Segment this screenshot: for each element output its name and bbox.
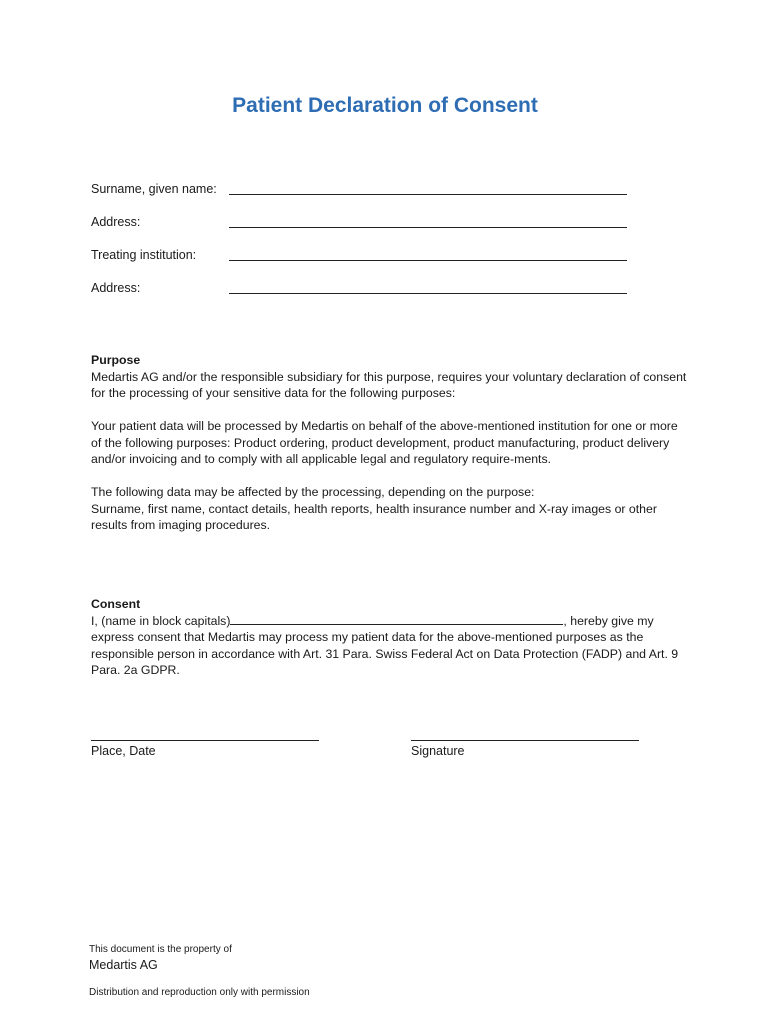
signature-label: Signature [411, 744, 465, 758]
consent-section [91, 596, 691, 679]
distribution-note: Distribution and reproduction only with permission [89, 987, 310, 998]
consent-paragraph [91, 613, 691, 679]
purpose-paragraph: Surname, first name, contact details, health reports, health insurance number and X-ray images or other results from imaging procedures. [91, 501, 657, 532]
purpose-paragraph: Medartis AG and/or the responsible subsidiary for this purpose, requires your voluntary declaration of consent for the processing of your sensitive data for the following purposes: [91, 369, 687, 400]
property-note: This document is the property of [89, 944, 232, 955]
institution-field-line[interactable] [229, 260, 627, 261]
purpose-paragraph: Your patient data will be processed by Medartis on behalf of the above-mentioned institution for one or more of the following purposes: Product ordering, product development, product manufacturing, product delivery and/or invoicing and to comply with all applicable legal and regulatory require-ments. [91, 419, 678, 466]
purpose-heading: Purpose [91, 353, 141, 367]
address-field-line[interactable] [229, 227, 627, 228]
purpose-paragraph: The following data may be affected by the processing, depending on the purpose: [91, 485, 535, 499]
field-label-name: Surname, given name: [91, 182, 217, 196]
field-label-institution-address: Address: [91, 281, 141, 295]
company-name: Medartis AG [89, 958, 158, 972]
place-date-label: Place, Date [91, 744, 156, 758]
place-date-line[interactable] [91, 740, 319, 741]
field-label-address: Address: [91, 215, 141, 229]
consent-heading: Consent [91, 597, 141, 611]
consent-text-start: I, (name in block capitals) [91, 613, 231, 628]
signature-line[interactable] [411, 740, 639, 741]
institution-address-field-line[interactable] [229, 293, 627, 294]
consent-text-end: , hereby give my express consent that Medartis may process my patient data for the above-mentioned purposes as the responsible person in accordance with Art. 31 Para. Swiss Federal Act on Data Protection (FADP) and Art. 9 Para. 2a GDPR. [91, 613, 679, 677]
field-label-institution: Treating institution: [91, 248, 197, 262]
purpose-section [91, 352, 691, 534]
document-title: Patient Declaration of Consent [232, 94, 538, 117]
block-capitals-name-line[interactable] [230, 614, 563, 625]
name-field-line[interactable] [229, 194, 627, 195]
